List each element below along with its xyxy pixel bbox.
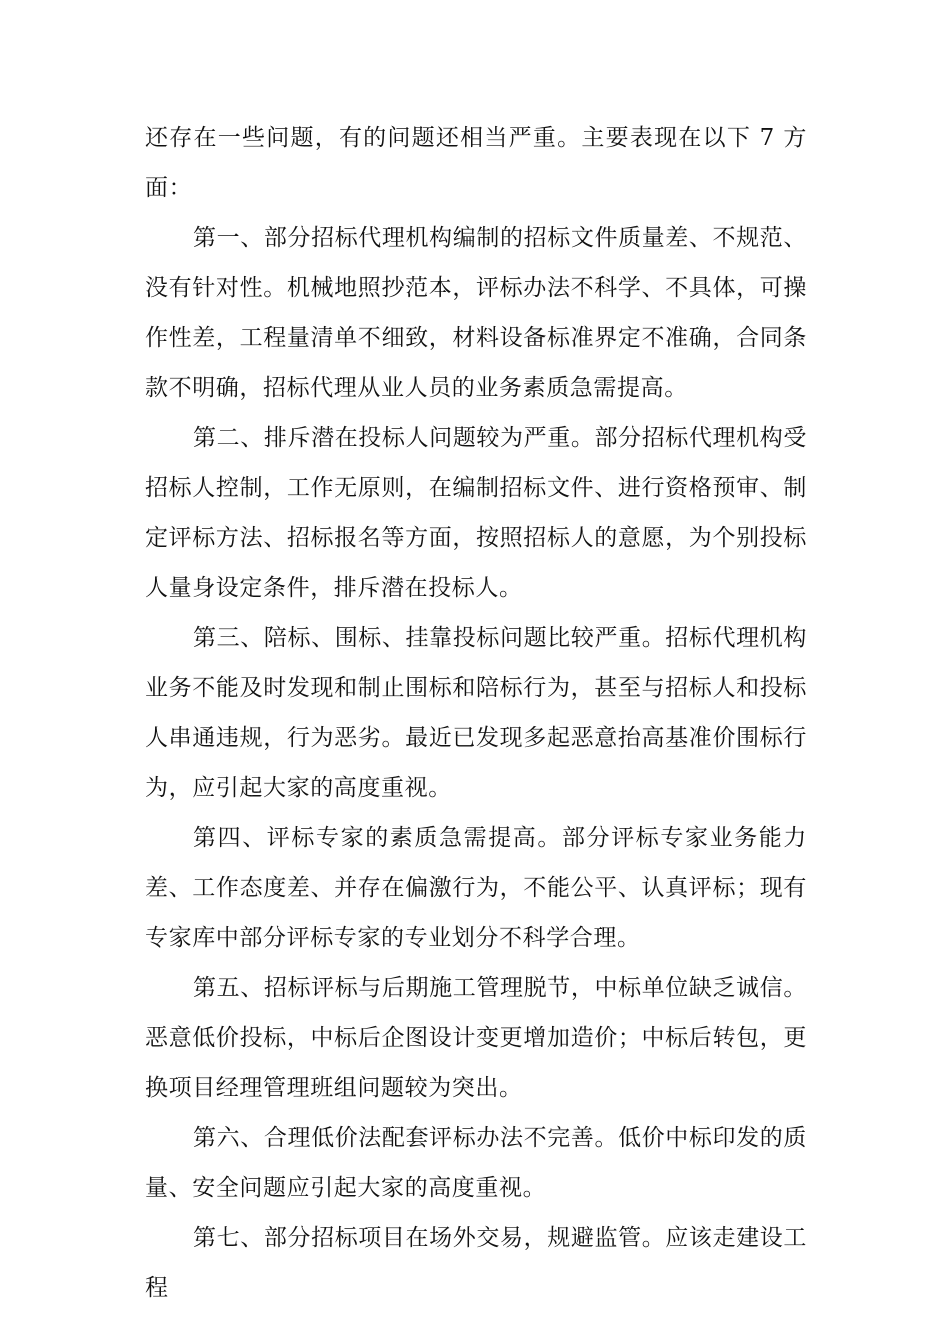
paragraph-point-3: 第三、陪标、围标、挂靠投标问题比较严重。招标代理机构业务不能及时发现和制止围标和陪标行为，甚至与招标人和投标人串通违规，行为恶劣。最近已发现多起恶意抬高基准价围标行为，应引起大家的高度重视。 [145,625,807,801]
paragraph-point-2: 第二、排斥潜在投标人问题较为严重。部分招标代理机构受招标人控制，工作无原则，在编制招标文件、进行资格预审、制定评标方法、招标报名等方面，按照招标人的意愿，为个别投标人量身设定条件，排斥潜在投标人。 [145,425,807,601]
document-body [145,113,807,1313]
paragraph-point-5: 第五、招标评标与后期施工管理脱节，中标单位缺乏诚信。恶意低价投标，中标后企图设计变更增加造价；中标后转包，更换项目经理管理班组问题较为突出。 [145,975,807,1101]
paragraph-point-4: 第四、评标专家的素质急需提高。部分评标专家业务能力差、工作态度差、并存在偏激行为，不能公平、认真评标；现有专家库中部分评标专家的专业划分不科学合理。 [145,825,807,951]
paragraph-intro: 还存在一些问题，有的问题还相当严重。主要表现在以下 7 方面： [145,125,807,201]
paragraph-point-7: 第七、部分招标项目在场外交易，规避监管。应该走建设工程 [145,1225,807,1301]
paragraph-point-6: 第六、合理低价法配套评标办法不完善。低价中标印发的质量、安全问题应引起大家的高度重视。 [145,1125,807,1201]
paragraph-point-1: 第一、部分招标代理机构编制的招标文件质量差、不规范、没有针对性。机械地照抄范本，评标办法不科学、不具体，可操作性差，工程量清单不细致，材料设备标准界定不准确，合同条款不明确，招标代理从业人员的业务素质急需提高。 [145,225,807,401]
